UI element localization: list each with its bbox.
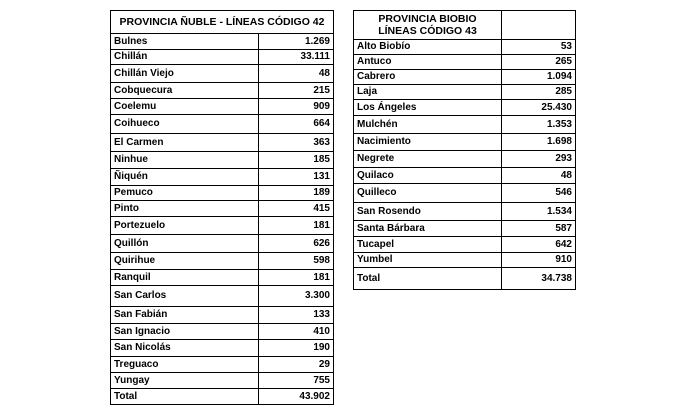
commune-name: Yumbel bbox=[354, 253, 502, 268]
table-row bbox=[111, 340, 334, 357]
nuble-table-title: PROVINCIA ÑUBLE - LÍNEAS CÓDIGO 42 bbox=[111, 11, 334, 34]
commune-name: Portezuelo bbox=[111, 217, 259, 235]
table-row bbox=[354, 268, 576, 290]
table-row bbox=[354, 237, 576, 253]
table-row bbox=[354, 85, 576, 100]
commune-name: San Ignacio bbox=[111, 324, 259, 340]
table-row bbox=[111, 235, 334, 253]
line-count: 3.300 bbox=[259, 286, 334, 307]
commune-name: Treguaco bbox=[111, 357, 259, 373]
commune-name: San Nicolás bbox=[111, 340, 259, 357]
line-count: 181 bbox=[259, 217, 334, 235]
line-count: 215 bbox=[259, 83, 334, 99]
line-count: 546 bbox=[502, 184, 576, 203]
line-count: 363 bbox=[259, 134, 334, 152]
table-row bbox=[111, 286, 334, 307]
commune-name: Los Ángeles bbox=[354, 100, 502, 116]
commune-name: Cabrero bbox=[354, 70, 502, 85]
commune-name: Chillán bbox=[111, 50, 259, 65]
biobio-header-empty-cell bbox=[502, 11, 576, 40]
table-row bbox=[111, 83, 334, 99]
line-count: 1.534 bbox=[502, 203, 576, 221]
commune-name: Tucapel bbox=[354, 237, 502, 253]
table-row bbox=[354, 184, 576, 203]
table-row bbox=[111, 270, 334, 286]
line-count: 415 bbox=[259, 201, 334, 217]
commune-name: Ranquil bbox=[111, 270, 259, 286]
line-count: 131 bbox=[259, 169, 334, 186]
commune-name: San Carlos bbox=[111, 286, 259, 307]
line-count: 185 bbox=[259, 152, 334, 169]
table-row bbox=[354, 100, 576, 116]
biobio-title-line2: LÍNEAS CÓDIGO 43 bbox=[378, 25, 477, 37]
line-count: 1.269 bbox=[259, 34, 334, 50]
commune-name: Pinto bbox=[111, 201, 259, 217]
table-row bbox=[111, 99, 334, 115]
commune-name: Yungay bbox=[111, 373, 259, 389]
line-count: 1.353 bbox=[502, 116, 576, 134]
line-count: 755 bbox=[259, 373, 334, 389]
line-count: 48 bbox=[502, 168, 576, 184]
table-row bbox=[111, 115, 334, 134]
table-row bbox=[354, 151, 576, 168]
total-label: Total bbox=[354, 268, 502, 290]
commune-name: Chillán Viejo bbox=[111, 65, 259, 83]
line-count: 48 bbox=[259, 65, 334, 83]
line-count: 1.698 bbox=[502, 134, 576, 151]
line-count: 33.111 bbox=[259, 50, 334, 65]
table-row bbox=[111, 34, 334, 50]
total-value: 43.902 bbox=[259, 389, 334, 405]
commune-name: Mulchén bbox=[354, 116, 502, 134]
biobio-table-title bbox=[354, 11, 502, 40]
commune-name: Quillón bbox=[111, 235, 259, 253]
commune-name: Bulnes bbox=[111, 34, 259, 50]
commune-name: Ñiquén bbox=[111, 169, 259, 186]
table-row bbox=[111, 324, 334, 340]
line-count: 293 bbox=[502, 151, 576, 168]
commune-name: Quilaco bbox=[354, 168, 502, 184]
commune-name: Negrete bbox=[354, 151, 502, 168]
nuble-table-body bbox=[111, 34, 334, 405]
line-count: 626 bbox=[259, 235, 334, 253]
biobio-title-line1: PROVINCIA BIOBIO bbox=[378, 13, 477, 25]
table-row bbox=[111, 65, 334, 83]
table-header-row bbox=[111, 11, 334, 34]
line-count: 181 bbox=[259, 270, 334, 286]
commune-name: Coelemu bbox=[111, 99, 259, 115]
line-count: 1.094 bbox=[502, 70, 576, 85]
table-row bbox=[111, 217, 334, 235]
table-row bbox=[354, 134, 576, 151]
table-row bbox=[111, 169, 334, 186]
line-count: 410 bbox=[259, 324, 334, 340]
total-label: Total bbox=[111, 389, 259, 405]
commune-name: El Carmen bbox=[111, 134, 259, 152]
commune-name: Coihueco bbox=[111, 115, 259, 134]
commune-name: Cobquecura bbox=[111, 83, 259, 99]
line-count: 598 bbox=[259, 253, 334, 270]
commune-name: Antuco bbox=[354, 55, 502, 70]
table-row bbox=[354, 116, 576, 134]
line-count: 190 bbox=[259, 340, 334, 357]
table-row bbox=[111, 152, 334, 169]
table-row bbox=[354, 253, 576, 268]
line-count: 642 bbox=[502, 237, 576, 253]
line-count: 133 bbox=[259, 307, 334, 324]
table-row bbox=[111, 307, 334, 324]
line-count: 53 bbox=[502, 40, 576, 55]
line-count: 29 bbox=[259, 357, 334, 373]
table-row bbox=[354, 168, 576, 184]
biobio-table-body bbox=[354, 40, 576, 290]
line-count: 285 bbox=[502, 85, 576, 100]
commune-name: San Rosendo bbox=[354, 203, 502, 221]
commune-name: Alto Biobío bbox=[354, 40, 502, 55]
commune-name: Pemuco bbox=[111, 186, 259, 201]
table-header-row bbox=[354, 11, 576, 40]
table-row bbox=[111, 357, 334, 373]
commune-name: Santa Bárbara bbox=[354, 221, 502, 237]
commune-name: Quilleco bbox=[354, 184, 502, 203]
line-count: 910 bbox=[502, 253, 576, 268]
table-row bbox=[111, 373, 334, 389]
commune-name: Nacimiento bbox=[354, 134, 502, 151]
table-row bbox=[354, 70, 576, 85]
table-row bbox=[111, 186, 334, 201]
commune-name: San Fabián bbox=[111, 307, 259, 324]
table-row bbox=[111, 134, 334, 152]
biobio-lines-table bbox=[353, 10, 576, 290]
commune-name: Quirihue bbox=[111, 253, 259, 270]
nuble-lines-table bbox=[110, 10, 334, 405]
line-count: 265 bbox=[502, 55, 576, 70]
line-count: 909 bbox=[259, 99, 334, 115]
table-row bbox=[111, 253, 334, 270]
line-count: 189 bbox=[259, 186, 334, 201]
line-count: 664 bbox=[259, 115, 334, 134]
table-row bbox=[354, 221, 576, 237]
line-count: 587 bbox=[502, 221, 576, 237]
table-row bbox=[354, 203, 576, 221]
table-row bbox=[354, 55, 576, 70]
commune-name: Laja bbox=[354, 85, 502, 100]
table-row bbox=[111, 50, 334, 65]
total-value: 34.738 bbox=[502, 268, 576, 290]
commune-name: Ninhue bbox=[111, 152, 259, 169]
table-row bbox=[111, 389, 334, 405]
table-row bbox=[354, 40, 576, 55]
table-row bbox=[111, 201, 334, 217]
line-count: 25.430 bbox=[502, 100, 576, 116]
